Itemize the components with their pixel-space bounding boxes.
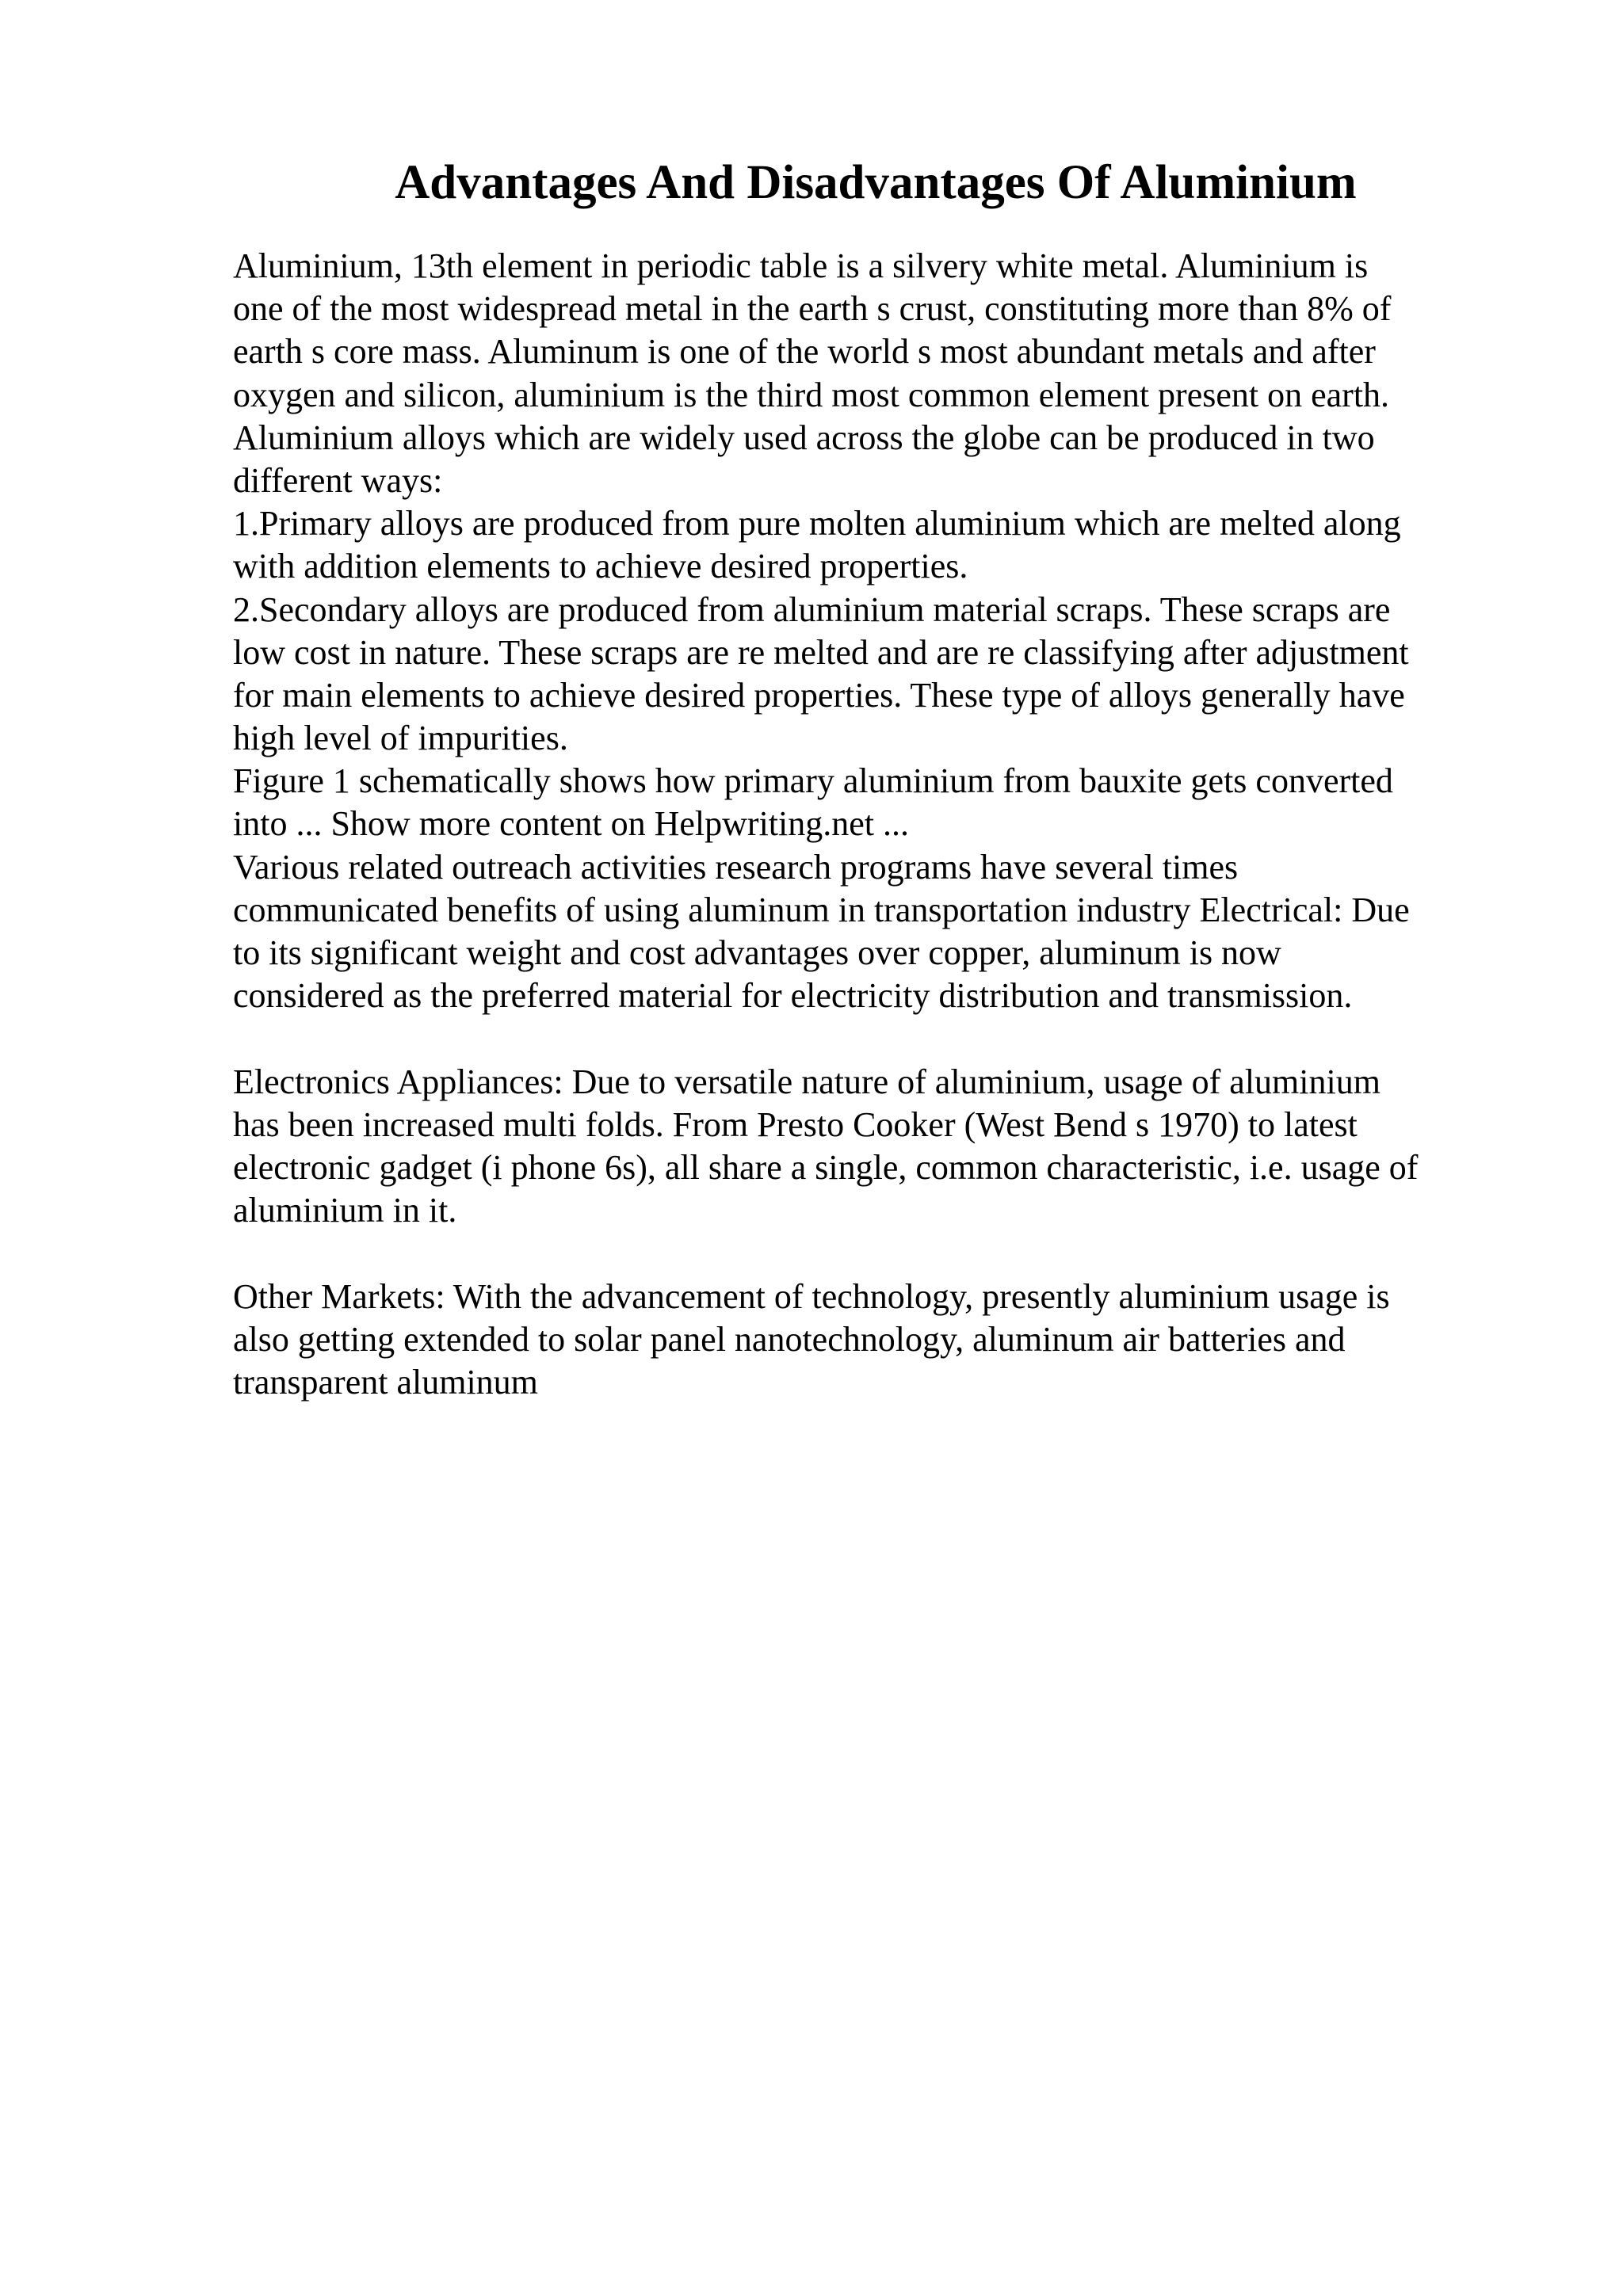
body-line: for main elements to achieve desired properties. These type of alloys generally have [233,675,1405,715]
document-body [233,245,1517,1404]
body-line: oxygen and silicon, aluminium is the third most common element present on earth. [233,375,1390,414]
body-line: different ways: [233,460,443,500]
body-line: earth s core mass. Aluminum is one of the world s most abundant metals and after [233,332,1376,372]
body-line: transparent aluminum [233,1362,538,1402]
body-line: high level of impurities. [233,719,568,758]
body-line: low cost in nature. These scraps are re melted and are re classifying after adjustment [233,632,1409,672]
body-line: one of the most widespread metal in the earth s crust, constituting more than 8% of [233,289,1392,329]
body-line: Aluminium alloys which are widely used across the globe can be produced in two [233,418,1375,457]
body-line: into ... Show more content on Helpwriting.net ... [233,804,909,844]
body-line: 1.Primary alloys are produced from pure molten aluminium which are melted along [233,504,1401,543]
document-title: Advantages And Disadvantages Of Aluminium [395,156,1357,209]
body-line: electronic gadget (i phone 6s), all share a single, common characteristic, i.e. usage of [233,1147,1419,1187]
body-line: has been increased multi folds. From Presto Cooker (West Bend s 1970) to latest [233,1104,1358,1144]
body-line: to its significant weight and cost advantages over copper, aluminum is now [233,933,1281,972]
body-line: considered as the preferred material for electricity distribution and transmission. [233,976,1353,1016]
body-line: Figure 1 schematically shows how primary aluminium from bauxite gets converted [233,761,1393,801]
body-line: also getting extended to solar panel nanotechnology, aluminum air batteries and [233,1319,1346,1359]
body-line: with addition elements to achieve desired properties. [233,547,968,586]
paragraph-gap [233,1017,1517,1060]
body-line: Electronics Appliances: Due to versatile nature of aluminium, usage of aluminium [233,1062,1381,1101]
paragraph-gap [233,1232,1517,1275]
body-line: 2.Secondary alloys are produced from aluminium material scraps. These scraps are [233,589,1391,629]
body-line: Various related outreach activities research programs have several times [233,847,1239,887]
body-line: aluminium in it. [233,1191,457,1230]
body-line: Aluminium, 13th element in periodic table is a silvery white metal. Aluminium is [233,246,1369,285]
body-line: Other Markets: With the advancement of technology, presently aluminium usage is [233,1276,1390,1316]
body-line: communicated benefits of using aluminum in transportation industry Electrical: Due [233,890,1410,929]
